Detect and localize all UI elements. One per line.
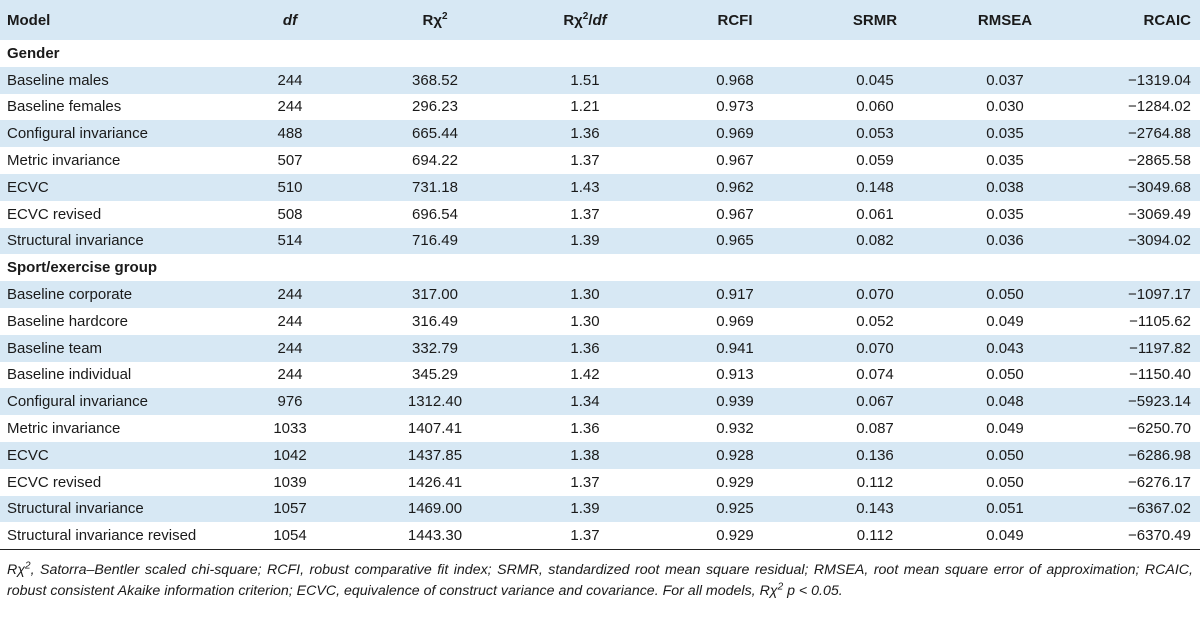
- cell-rcfi: 0.929: [716, 473, 754, 491]
- cell-rcaic: −2865.58: [1128, 152, 1191, 170]
- cell-model: Baseline corporate: [7, 286, 133, 304]
- cell-rchi: 716.49: [412, 232, 458, 250]
- cell-df: 507: [277, 152, 303, 170]
- cell-ratio: 1.30: [570, 312, 600, 330]
- cell-ratio: 1.36: [570, 420, 600, 438]
- cell-rchi: 696.54: [412, 205, 458, 223]
- cell-df: 244: [277, 71, 303, 89]
- cell-df: 244: [277, 312, 303, 330]
- cell-rchi: 316.49: [412, 312, 458, 330]
- col-header-srmr: SRMR: [852, 11, 898, 29]
- cell-df: 1057: [273, 500, 307, 518]
- cell-rchi: 1443.30: [407, 526, 463, 544]
- col-header-rchi: [360, 0, 510, 40]
- cell-srmr: 0.045: [856, 71, 894, 89]
- cell-rcaic: −1197.82: [1129, 339, 1191, 357]
- cell-rcfi: 0.967: [716, 152, 754, 170]
- cell-ratio: 1.37: [570, 152, 600, 170]
- cell-srmr: 0.143: [856, 500, 894, 518]
- table-row: [0, 388, 1200, 415]
- cell-rcfi: 0.928: [716, 446, 754, 464]
- cell-model: Configural invariance: [7, 393, 148, 411]
- table-row: [0, 469, 1200, 496]
- cell-rmsea: 0.048: [986, 393, 1024, 411]
- cell-rcfi: 0.929: [716, 526, 754, 544]
- col-header-df: df: [282, 11, 298, 29]
- cell-srmr: 0.087: [856, 420, 894, 438]
- cell-rmsea: 0.049: [986, 420, 1024, 438]
- table-row: [0, 228, 1200, 255]
- cell-rcaic: −5923.14: [1128, 393, 1191, 411]
- cell-rmsea: 0.030: [986, 98, 1024, 116]
- cell-model: Configural invariance: [7, 125, 148, 143]
- cell-df: 1039: [273, 473, 307, 491]
- table-row: [0, 522, 1200, 549]
- cell-ratio: 1.51: [570, 71, 600, 89]
- cell-rcfi: 0.967: [716, 205, 754, 223]
- cell-rcaic: −3094.02: [1128, 232, 1191, 250]
- footnote-text: , Satorra–Bentler scaled chi-square; RCFI, robust comparative fit index; SRMR, standardized root mean square residual; RMSEA, root mean square error of approximation; RCAIC, robust consistent Akaike information criterion; ECVC, equivalence of construct variance and covariance. For all models,: [7, 561, 1193, 599]
- cell-model: Structural invariance revised: [7, 526, 197, 544]
- cell-rchi: 332.79: [412, 339, 458, 357]
- cell-srmr: 0.082: [856, 232, 894, 250]
- group-title: Gender: [7, 44, 60, 62]
- col-header-rchi-df: [510, 0, 660, 40]
- cell-rcaic: −1097.17: [1128, 286, 1191, 304]
- cell-model: ECVC revised: [7, 473, 102, 491]
- table-body: [0, 40, 1200, 549]
- cell-srmr: 0.112: [856, 473, 894, 491]
- cell-rmsea: 0.038: [986, 178, 1024, 196]
- cell-rchi: 317.00: [412, 286, 458, 304]
- cell-ratio: 1.37: [570, 526, 600, 544]
- table-row: [0, 120, 1200, 147]
- cell-rcfi: 0.932: [716, 420, 754, 438]
- table-row: [0, 67, 1200, 94]
- cell-ratio: 1.43: [570, 178, 600, 196]
- cell-rmsea: 0.035: [986, 205, 1024, 223]
- cell-model: Baseline individual: [7, 366, 132, 384]
- rchi-label: Rχ: [422, 11, 442, 29]
- table-row: [0, 281, 1200, 308]
- cell-rcfi: 0.968: [716, 71, 754, 89]
- cell-df: 1042: [273, 446, 307, 464]
- cell-rcfi: 0.969: [716, 312, 754, 330]
- table-row: [0, 308, 1200, 335]
- cell-model: Structural invariance: [7, 500, 144, 518]
- cell-rmsea: 0.050: [986, 473, 1024, 491]
- cell-df: 508: [277, 205, 303, 223]
- cell-rmsea: 0.049: [986, 312, 1024, 330]
- cell-model: Baseline males: [7, 71, 109, 89]
- cell-df: 244: [277, 366, 303, 384]
- cell-rchi: 345.29: [412, 366, 458, 384]
- cell-rchi: 296.23: [412, 98, 458, 116]
- rchidf-slash: /: [588, 11, 593, 29]
- cell-rcaic: −1150.40: [1129, 366, 1191, 384]
- cell-df: 510: [277, 178, 303, 196]
- table-row: [0, 201, 1200, 228]
- cell-rcfi: 0.969: [716, 125, 754, 143]
- table-row: [0, 147, 1200, 174]
- cell-rmsea: 0.035: [986, 125, 1024, 143]
- group-header-row: [0, 254, 1200, 281]
- cell-ratio: 1.36: [570, 339, 600, 357]
- cell-ratio: 1.30: [570, 286, 600, 304]
- col-header-rcfi: RCFI: [717, 11, 753, 29]
- cell-rcaic: −2764.88: [1128, 125, 1191, 143]
- footnote-sup: 2: [25, 559, 31, 571]
- table-row: [0, 94, 1200, 121]
- cell-srmr: 0.053: [856, 125, 894, 143]
- rchidf-df: df: [592, 11, 607, 29]
- cell-rcfi: 0.973: [716, 98, 754, 116]
- cell-model: Metric invariance: [7, 420, 121, 438]
- cell-srmr: 0.070: [856, 286, 894, 304]
- cell-srmr: 0.052: [856, 312, 894, 330]
- cell-df: 1033: [273, 420, 307, 438]
- cell-rchi: 694.22: [412, 152, 458, 170]
- cell-ratio: 1.36: [570, 125, 600, 143]
- cell-rchi: 1407.41: [407, 420, 463, 438]
- cell-df: 976: [277, 393, 303, 411]
- table-row: [0, 415, 1200, 442]
- footnote-rchi2: Rχ: [759, 582, 778, 599]
- table-row: [0, 362, 1200, 389]
- cell-model: ECVC: [7, 178, 49, 196]
- cell-df: 244: [277, 339, 303, 357]
- cell-ratio: 1.21: [570, 98, 600, 116]
- cell-ratio: 1.38: [570, 446, 600, 464]
- cell-srmr: 0.148: [856, 178, 894, 196]
- cell-rmsea: 0.050: [986, 366, 1024, 384]
- cell-rcaic: −3049.68: [1128, 178, 1191, 196]
- col-header-model: Model: [7, 11, 51, 29]
- cell-rcaic: −1284.02: [1128, 98, 1191, 116]
- cell-model: Metric invariance: [7, 152, 121, 170]
- cell-srmr: 0.060: [856, 98, 894, 116]
- cell-model: ECVC: [7, 446, 49, 464]
- cell-rcfi: 0.939: [716, 393, 754, 411]
- cell-rcaic: −6250.70: [1128, 420, 1191, 438]
- cell-ratio: 1.37: [570, 473, 600, 491]
- cell-rmsea: 0.049: [986, 526, 1024, 544]
- cell-model: Baseline females: [7, 98, 122, 116]
- group-header-row: [0, 40, 1200, 67]
- cell-srmr: 0.061: [856, 205, 894, 223]
- cell-rcaic: −6276.17: [1128, 473, 1191, 491]
- cell-df: 1054: [273, 526, 307, 544]
- cell-model: Structural invariance: [7, 232, 144, 250]
- cell-rmsea: 0.043: [986, 339, 1024, 357]
- cell-rcaic: −6370.49: [1128, 526, 1191, 544]
- cell-model: Baseline team: [7, 339, 103, 357]
- cell-rcfi: 0.913: [716, 366, 754, 384]
- cell-srmr: 0.136: [856, 446, 894, 464]
- cell-df: 488: [277, 125, 303, 143]
- cell-rchi: 1426.41: [407, 473, 463, 491]
- table-header-row: [0, 0, 1200, 40]
- cell-srmr: 0.112: [856, 526, 894, 544]
- table-row: [0, 442, 1200, 469]
- col-header-rmsea: RMSEA: [977, 11, 1033, 29]
- cell-rmsea: 0.051: [986, 500, 1024, 518]
- cell-ratio: 1.37: [570, 205, 600, 223]
- cell-rchi: 665.44: [412, 125, 458, 143]
- table-row: [0, 335, 1200, 362]
- col-header-rcaic: RCAIC: [1143, 11, 1191, 29]
- cell-ratio: 1.39: [570, 500, 600, 518]
- cell-rchi: 368.52: [412, 71, 458, 89]
- cell-rcaic: −3069.49: [1128, 205, 1191, 223]
- cell-rcaic: −1319.04: [1128, 71, 1191, 89]
- cell-rcaic: −1105.62: [1129, 312, 1191, 330]
- cell-srmr: 0.070: [856, 339, 894, 357]
- cell-rmsea: 0.050: [986, 446, 1024, 464]
- group-title: Sport/exercise group: [7, 259, 158, 277]
- cell-rcfi: 0.917: [716, 286, 754, 304]
- cell-rcfi: 0.925: [716, 500, 754, 518]
- cell-rchi: 1469.00: [407, 500, 463, 518]
- rchidf-sup: 2: [582, 10, 589, 22]
- cell-model: ECVC revised: [7, 205, 102, 223]
- rchidf-label: Rχ: [563, 11, 583, 29]
- cell-rmsea: 0.050: [986, 286, 1024, 304]
- cell-rmsea: 0.037: [986, 71, 1024, 89]
- table-footnote: [0, 550, 1200, 602]
- cell-rcfi: 0.965: [716, 232, 754, 250]
- cell-ratio: 1.42: [570, 366, 600, 384]
- footnote-rchi: Rχ: [7, 561, 25, 578]
- cell-df: 244: [277, 98, 303, 116]
- cell-rcfi: 0.962: [716, 178, 754, 196]
- cell-srmr: 0.059: [856, 152, 894, 170]
- cell-rcfi: 0.941: [716, 339, 754, 357]
- cell-rmsea: 0.036: [986, 232, 1024, 250]
- cell-model: Baseline hardcore: [7, 312, 128, 330]
- footnote-sup2: 2: [777, 580, 784, 592]
- cell-df: 244: [277, 286, 303, 304]
- cell-ratio: 1.39: [570, 232, 600, 250]
- cell-rmsea: 0.035: [986, 152, 1024, 170]
- footnote-tail: p < 0.05.: [783, 582, 843, 599]
- cell-rcaic: −6367.02: [1128, 500, 1191, 518]
- table-row: [0, 496, 1200, 523]
- cell-rchi: 1437.85: [407, 446, 463, 464]
- cell-rchi: 1312.40: [407, 393, 463, 411]
- cell-df: 514: [277, 232, 303, 250]
- cell-rcaic: −6286.98: [1128, 446, 1191, 464]
- table-row: [0, 174, 1200, 201]
- cell-srmr: 0.067: [856, 393, 894, 411]
- cell-srmr: 0.074: [856, 366, 894, 384]
- cell-rchi: 731.18: [412, 178, 458, 196]
- cell-ratio: 1.34: [570, 393, 600, 411]
- rchi-sup: 2: [441, 10, 448, 22]
